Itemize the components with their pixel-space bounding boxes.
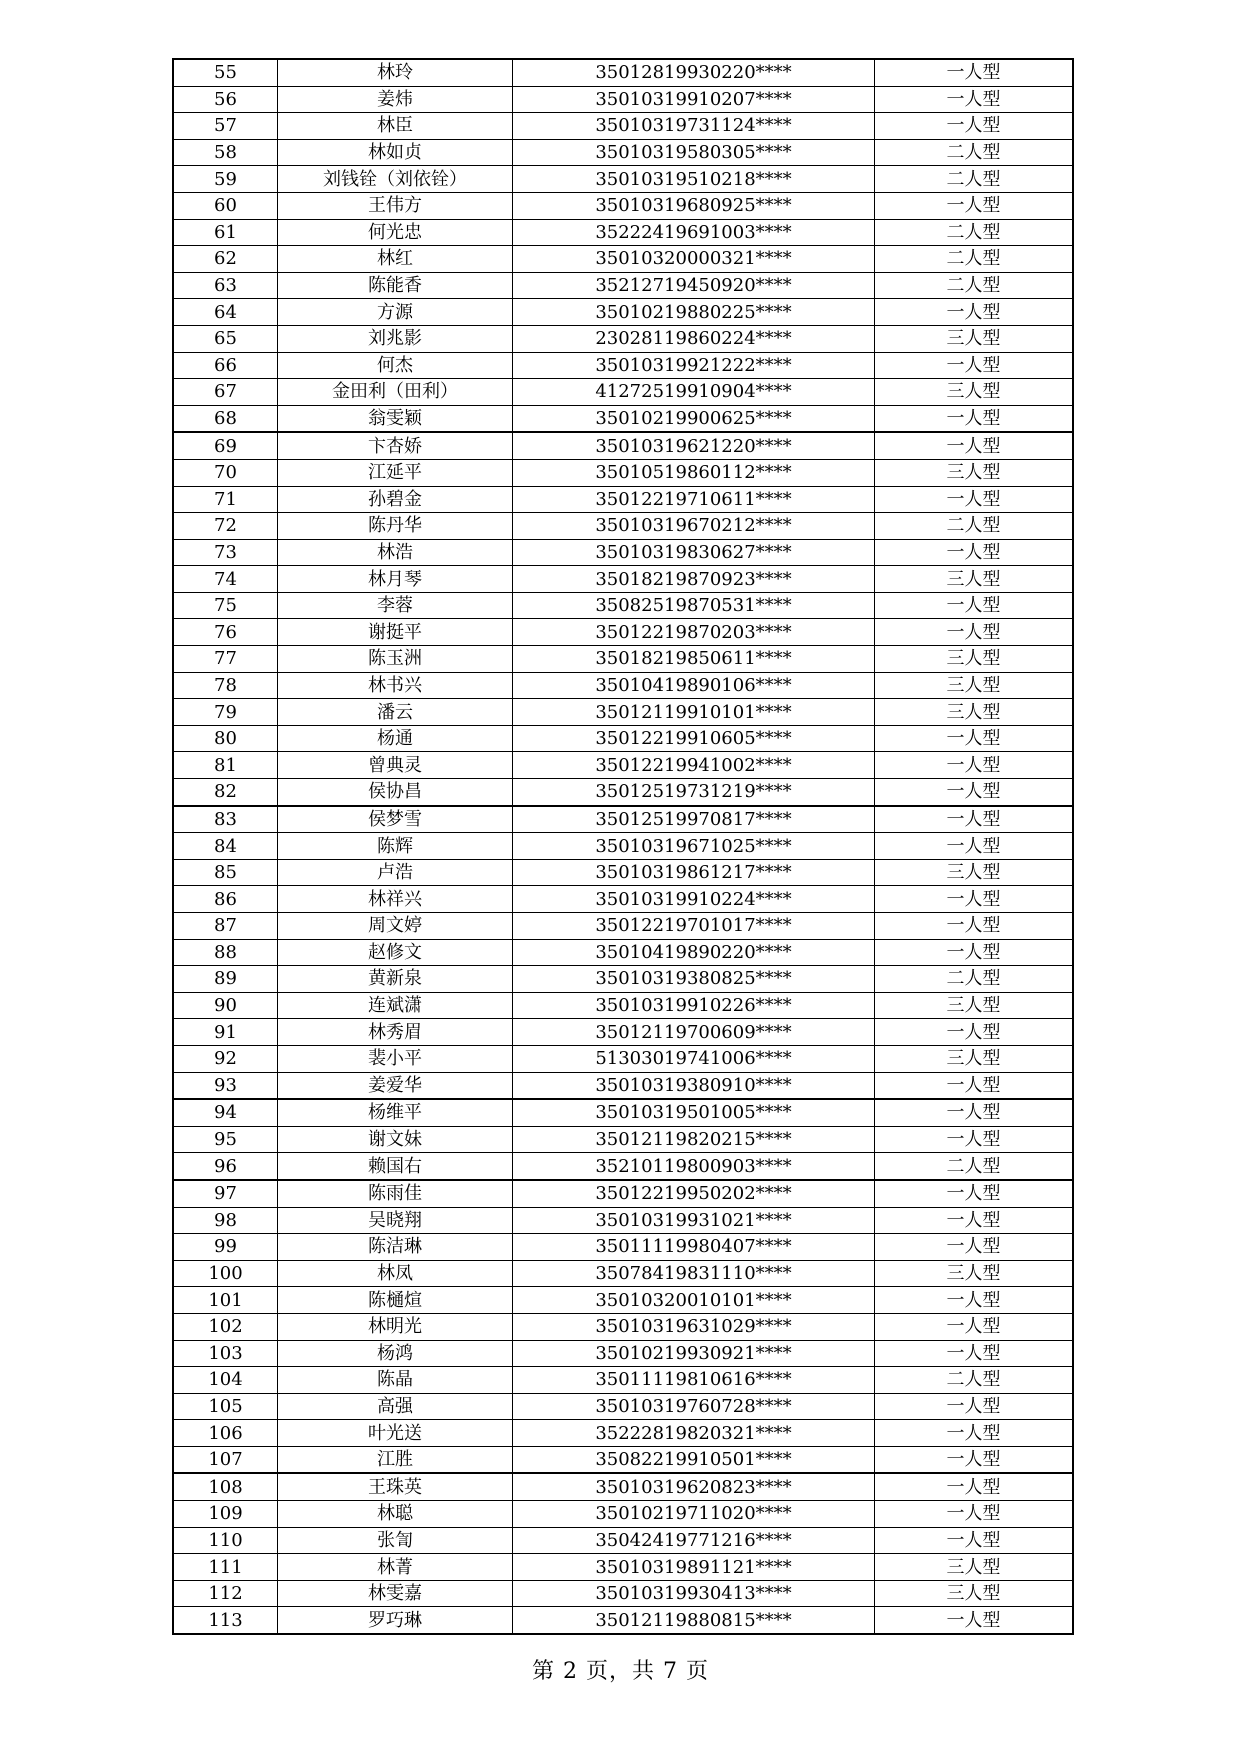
name-cell: 连斌潇 <box>278 992 513 1019</box>
id-number-cell: 35010319921222**** <box>513 352 875 379</box>
id-number-cell: 35012219941002**** <box>513 752 875 779</box>
type-cell: 一人型 <box>875 486 1074 513</box>
table-row <box>173 806 1073 833</box>
id-number-cell: 35012519731219**** <box>513 779 875 806</box>
id-number-cell: 51303019741006**** <box>513 1045 875 1072</box>
type-cell: 二人型 <box>875 966 1074 993</box>
row-number-cell: 66 <box>173 352 278 379</box>
name-cell: 陈樋煊 <box>278 1287 513 1314</box>
row-number-cell: 70 <box>173 459 278 486</box>
table-row <box>173 219 1073 246</box>
type-cell: 一人型 <box>875 1234 1074 1261</box>
name-cell: 黄新泉 <box>278 966 513 993</box>
row-number-cell: 64 <box>173 299 278 326</box>
row-number-cell: 91 <box>173 1019 278 1046</box>
table-row <box>173 752 1073 779</box>
type-cell: 三人型 <box>875 325 1074 352</box>
id-number-cell: 35018219870923**** <box>513 566 875 593</box>
name-cell: 林如贞 <box>278 139 513 166</box>
row-number-cell: 94 <box>173 1099 278 1126</box>
type-cell: 三人型 <box>875 992 1074 1019</box>
type-cell: 二人型 <box>875 219 1074 246</box>
type-cell: 一人型 <box>875 1019 1074 1046</box>
name-cell: 潘云 <box>278 699 513 726</box>
table-body <box>173 59 1073 1634</box>
id-number-cell: 35012519970817**** <box>513 806 875 833</box>
row-number-cell: 75 <box>173 592 278 619</box>
name-cell: 裴小平 <box>278 1045 513 1072</box>
row-number-cell: 100 <box>173 1260 278 1287</box>
row-number-cell: 107 <box>173 1446 278 1473</box>
id-number-cell: 35010319891121**** <box>513 1554 875 1581</box>
id-number-cell: 35010319861217**** <box>513 859 875 886</box>
name-cell: 江延平 <box>278 459 513 486</box>
type-cell: 一人型 <box>875 1446 1074 1473</box>
type-cell: 二人型 <box>875 1153 1074 1180</box>
id-number-cell: 35010319620823**** <box>513 1473 875 1500</box>
table-row <box>173 405 1073 432</box>
type-cell: 一人型 <box>875 913 1074 940</box>
name-cell: 杨鸿 <box>278 1340 513 1367</box>
id-number-cell: 35010319621220**** <box>513 432 875 459</box>
type-cell: 一人型 <box>875 1207 1074 1234</box>
row-number-cell: 113 <box>173 1607 278 1634</box>
table-row <box>173 966 1073 993</box>
row-number-cell: 83 <box>173 806 278 833</box>
name-cell: 卢浩 <box>278 859 513 886</box>
name-cell: 何光忠 <box>278 219 513 246</box>
type-cell: 一人型 <box>875 299 1074 326</box>
table-row <box>173 59 1073 86</box>
row-number-cell: 86 <box>173 886 278 913</box>
name-cell: 方源 <box>278 299 513 326</box>
type-cell: 一人型 <box>875 1501 1074 1528</box>
table-row <box>173 886 1073 913</box>
id-number-cell: 35010319731124**** <box>513 113 875 140</box>
name-cell: 杨通 <box>278 725 513 752</box>
type-cell: 一人型 <box>875 1420 1074 1447</box>
id-number-cell: 35010319910207**** <box>513 86 875 113</box>
row-number-cell: 98 <box>173 1207 278 1234</box>
name-cell: 姜炜 <box>278 86 513 113</box>
name-cell: 林明光 <box>278 1313 513 1340</box>
row-number-cell: 59 <box>173 166 278 193</box>
id-number-cell: 35010319580305**** <box>513 139 875 166</box>
type-cell: 三人型 <box>875 1554 1074 1581</box>
id-number-cell: 35210119800903**** <box>513 1153 875 1180</box>
table-row <box>173 1313 1073 1340</box>
table-row <box>173 779 1073 806</box>
type-cell: 一人型 <box>875 432 1074 459</box>
id-number-cell: 35010219880225**** <box>513 299 875 326</box>
row-number-cell: 55 <box>173 59 278 86</box>
name-cell: 卞杏娇 <box>278 432 513 459</box>
id-number-cell: 35222419691003**** <box>513 219 875 246</box>
type-cell: 一人型 <box>875 1099 1074 1126</box>
table-row <box>173 459 1073 486</box>
id-number-cell: 35010319380825**** <box>513 966 875 993</box>
id-number-cell: 35012119820215**** <box>513 1126 875 1153</box>
name-cell: 王伟方 <box>278 192 513 219</box>
table-row <box>173 246 1073 273</box>
table-row <box>173 486 1073 513</box>
row-number-cell: 110 <box>173 1527 278 1554</box>
type-cell: 三人型 <box>875 699 1074 726</box>
id-number-cell: 35010319760728**** <box>513 1393 875 1420</box>
id-number-cell: 35212719450920**** <box>513 272 875 299</box>
row-number-cell: 111 <box>173 1554 278 1581</box>
table-row <box>173 139 1073 166</box>
table-row <box>173 1473 1073 1500</box>
type-cell: 三人型 <box>875 672 1074 699</box>
id-number-cell: 35010319671025**** <box>513 833 875 860</box>
id-number-cell: 35010319931021**** <box>513 1207 875 1234</box>
table-row <box>173 1234 1073 1261</box>
type-cell: 一人型 <box>875 1340 1074 1367</box>
name-cell: 吴晓翔 <box>278 1207 513 1234</box>
name-cell: 陈洁琳 <box>278 1234 513 1261</box>
row-number-cell: 101 <box>173 1287 278 1314</box>
row-number-cell: 106 <box>173 1420 278 1447</box>
table-row <box>173 86 1073 113</box>
table-row <box>173 1446 1073 1473</box>
id-number-cell: 35010519860112**** <box>513 459 875 486</box>
type-cell: 一人型 <box>875 1180 1074 1207</box>
id-number-cell: 35012219910605**** <box>513 725 875 752</box>
row-number-cell: 56 <box>173 86 278 113</box>
table-row <box>173 1287 1073 1314</box>
table-row <box>173 619 1073 646</box>
id-number-cell: 35010320000321**** <box>513 246 875 273</box>
table-row <box>173 379 1073 406</box>
table-row <box>173 1260 1073 1287</box>
name-cell: 何杰 <box>278 352 513 379</box>
type-cell: 一人型 <box>875 939 1074 966</box>
id-number-cell: 35082519870531**** <box>513 592 875 619</box>
page-footer: 第 2 页，共 7 页 <box>532 1659 709 1684</box>
table-row <box>173 1153 1073 1180</box>
row-number-cell: 73 <box>173 539 278 566</box>
row-number-cell: 99 <box>173 1234 278 1261</box>
id-number-cell: 35010319910226**** <box>513 992 875 1019</box>
type-cell: 二人型 <box>875 246 1074 273</box>
row-number-cell: 109 <box>173 1501 278 1528</box>
type-cell: 一人型 <box>875 833 1074 860</box>
type-cell: 二人型 <box>875 1367 1074 1394</box>
id-number-cell: 35011119810616**** <box>513 1367 875 1394</box>
type-cell: 一人型 <box>875 779 1074 806</box>
type-cell: 三人型 <box>875 1580 1074 1607</box>
type-cell: 一人型 <box>875 405 1074 432</box>
table-row <box>173 1527 1073 1554</box>
row-number-cell: 82 <box>173 779 278 806</box>
type-cell: 一人型 <box>875 86 1074 113</box>
table-row <box>173 352 1073 379</box>
row-number-cell: 112 <box>173 1580 278 1607</box>
table-row <box>173 913 1073 940</box>
row-number-cell: 63 <box>173 272 278 299</box>
type-cell: 一人型 <box>875 806 1074 833</box>
id-number-cell: 35078419831110**** <box>513 1260 875 1287</box>
id-number-cell: 35222819820321**** <box>513 1420 875 1447</box>
row-number-cell: 74 <box>173 566 278 593</box>
table-row <box>173 939 1073 966</box>
name-cell: 赖国右 <box>278 1153 513 1180</box>
name-cell: 陈玉洲 <box>278 646 513 673</box>
data-table <box>172 58 1074 1635</box>
name-cell: 陈丹华 <box>278 513 513 540</box>
row-number-cell: 76 <box>173 619 278 646</box>
type-cell: 一人型 <box>875 113 1074 140</box>
id-number-cell: 35012219701017**** <box>513 913 875 940</box>
name-cell: 陈能香 <box>278 272 513 299</box>
row-number-cell: 80 <box>173 725 278 752</box>
row-number-cell: 77 <box>173 646 278 673</box>
row-number-cell: 104 <box>173 1367 278 1394</box>
type-cell: 一人型 <box>875 1473 1074 1500</box>
id-number-cell: 35010319830627**** <box>513 539 875 566</box>
table-row <box>173 1393 1073 1420</box>
table-row <box>173 1180 1073 1207</box>
name-cell: 金田利（田利） <box>278 379 513 406</box>
row-number-cell: 68 <box>173 405 278 432</box>
table-row <box>173 513 1073 540</box>
type-cell: 三人型 <box>875 1260 1074 1287</box>
row-number-cell: 88 <box>173 939 278 966</box>
name-cell: 叶光送 <box>278 1420 513 1447</box>
type-cell: 二人型 <box>875 166 1074 193</box>
name-cell: 林玲 <box>278 59 513 86</box>
table-row <box>173 1501 1073 1528</box>
table-row <box>173 1367 1073 1394</box>
type-cell: 一人型 <box>875 59 1074 86</box>
type-cell: 一人型 <box>875 725 1074 752</box>
name-cell: 林红 <box>278 246 513 273</box>
id-number-cell: 35012819930220**** <box>513 59 875 86</box>
row-number-cell: 58 <box>173 139 278 166</box>
name-cell: 林臣 <box>278 113 513 140</box>
row-number-cell: 60 <box>173 192 278 219</box>
row-number-cell: 71 <box>173 486 278 513</box>
name-cell: 陈晶 <box>278 1367 513 1394</box>
type-cell: 二人型 <box>875 139 1074 166</box>
table-row <box>173 699 1073 726</box>
name-cell: 王珠英 <box>278 1473 513 1500</box>
id-number-cell: 35010219900625**** <box>513 405 875 432</box>
table-row <box>173 299 1073 326</box>
row-number-cell: 97 <box>173 1180 278 1207</box>
id-number-cell: 35012219950202**** <box>513 1180 875 1207</box>
table-row <box>173 725 1073 752</box>
id-number-cell: 35010319380910**** <box>513 1072 875 1099</box>
row-number-cell: 96 <box>173 1153 278 1180</box>
type-cell: 一人型 <box>875 619 1074 646</box>
row-number-cell: 90 <box>173 992 278 1019</box>
id-number-cell: 35010319670212**** <box>513 513 875 540</box>
row-number-cell: 102 <box>173 1313 278 1340</box>
table-row <box>173 1019 1073 1046</box>
table-row <box>173 1340 1073 1367</box>
type-cell: 一人型 <box>875 1527 1074 1554</box>
table-row <box>173 272 1073 299</box>
row-number-cell: 65 <box>173 325 278 352</box>
id-number-cell: 35010319930413**** <box>513 1580 875 1607</box>
table-row <box>173 859 1073 886</box>
name-cell: 林聪 <box>278 1501 513 1528</box>
row-number-cell: 95 <box>173 1126 278 1153</box>
name-cell: 杨维平 <box>278 1099 513 1126</box>
table-row <box>173 992 1073 1019</box>
table-row <box>173 325 1073 352</box>
name-cell: 林浩 <box>278 539 513 566</box>
id-number-cell: 35012119880815**** <box>513 1607 875 1634</box>
id-number-cell: 35010419890106**** <box>513 672 875 699</box>
name-cell: 江胜 <box>278 1446 513 1473</box>
id-number-cell: 35010319631029**** <box>513 1313 875 1340</box>
id-number-cell: 35010219930921**** <box>513 1340 875 1367</box>
type-cell: 三人型 <box>875 859 1074 886</box>
name-cell: 陈雨佳 <box>278 1180 513 1207</box>
type-cell: 一人型 <box>875 1072 1074 1099</box>
name-cell: 林书兴 <box>278 672 513 699</box>
row-number-cell: 103 <box>173 1340 278 1367</box>
table-row <box>173 1099 1073 1126</box>
id-number-cell: 35010219711020**** <box>513 1501 875 1528</box>
name-cell: 刘兆影 <box>278 325 513 352</box>
id-number-cell: 35011119980407**** <box>513 1234 875 1261</box>
id-number-cell: 35082219910501**** <box>513 1446 875 1473</box>
type-cell: 三人型 <box>875 566 1074 593</box>
table-row <box>173 192 1073 219</box>
name-cell: 姜爱华 <box>278 1072 513 1099</box>
table-row <box>173 592 1073 619</box>
row-number-cell: 78 <box>173 672 278 699</box>
name-cell: 高强 <box>278 1393 513 1420</box>
name-cell: 刘钱铨（刘依铨） <box>278 166 513 193</box>
table-row <box>173 1045 1073 1072</box>
type-cell: 一人型 <box>875 1393 1074 1420</box>
name-cell: 林秀眉 <box>278 1019 513 1046</box>
name-cell: 李蓉 <box>278 592 513 619</box>
table-row <box>173 1607 1073 1634</box>
table-row <box>173 672 1073 699</box>
row-number-cell: 62 <box>173 246 278 273</box>
row-number-cell: 57 <box>173 113 278 140</box>
table-row <box>173 1126 1073 1153</box>
type-cell: 二人型 <box>875 513 1074 540</box>
type-cell: 三人型 <box>875 379 1074 406</box>
row-number-cell: 92 <box>173 1045 278 1072</box>
table-row <box>173 166 1073 193</box>
name-cell: 侯协昌 <box>278 779 513 806</box>
type-cell: 一人型 <box>875 352 1074 379</box>
name-cell: 谢文妹 <box>278 1126 513 1153</box>
id-number-cell: 35012119910101**** <box>513 699 875 726</box>
row-number-cell: 87 <box>173 913 278 940</box>
table-row <box>173 1420 1073 1447</box>
table-row <box>173 1580 1073 1607</box>
type-cell: 三人型 <box>875 1045 1074 1072</box>
type-cell: 一人型 <box>875 192 1074 219</box>
table-row <box>173 1072 1073 1099</box>
row-number-cell: 89 <box>173 966 278 993</box>
id-number-cell: 35010320010101**** <box>513 1287 875 1314</box>
type-cell: 一人型 <box>875 592 1074 619</box>
type-cell: 二人型 <box>875 272 1074 299</box>
name-cell: 林祥兴 <box>278 886 513 913</box>
type-cell: 一人型 <box>875 539 1074 566</box>
id-number-cell: 35010319910224**** <box>513 886 875 913</box>
name-cell: 孙碧金 <box>278 486 513 513</box>
name-cell: 张訇 <box>278 1527 513 1554</box>
row-number-cell: 93 <box>173 1072 278 1099</box>
row-number-cell: 85 <box>173 859 278 886</box>
id-number-cell: 35012219710611**** <box>513 486 875 513</box>
id-number-cell: 35010419890220**** <box>513 939 875 966</box>
id-number-cell: 35018219850611**** <box>513 646 875 673</box>
row-number-cell: 81 <box>173 752 278 779</box>
name-cell: 赵修文 <box>278 939 513 966</box>
row-number-cell: 72 <box>173 513 278 540</box>
name-cell: 林雯嘉 <box>278 1580 513 1607</box>
row-number-cell: 105 <box>173 1393 278 1420</box>
name-cell: 谢挺平 <box>278 619 513 646</box>
name-cell: 林月琴 <box>278 566 513 593</box>
name-cell: 周文婷 <box>278 913 513 940</box>
type-cell: 三人型 <box>875 459 1074 486</box>
id-number-cell: 35012219870203**** <box>513 619 875 646</box>
id-number-cell: 35010319680925**** <box>513 192 875 219</box>
id-number-cell: 23028119860224**** <box>513 325 875 352</box>
table-row <box>173 1554 1073 1581</box>
table-row <box>173 1207 1073 1234</box>
id-number-cell: 41272519910904**** <box>513 379 875 406</box>
row-number-cell: 67 <box>173 379 278 406</box>
table-row <box>173 539 1073 566</box>
table-row <box>173 113 1073 140</box>
table-row <box>173 566 1073 593</box>
id-number-cell: 35042419771216**** <box>513 1527 875 1554</box>
name-cell: 林凤 <box>278 1260 513 1287</box>
id-number-cell: 35010319510218**** <box>513 166 875 193</box>
name-cell: 翁雯颖 <box>278 405 513 432</box>
type-cell: 三人型 <box>875 646 1074 673</box>
row-number-cell: 108 <box>173 1473 278 1500</box>
id-number-cell: 35012119700609**** <box>513 1019 875 1046</box>
table-row <box>173 646 1073 673</box>
table-row <box>173 432 1073 459</box>
row-number-cell: 69 <box>173 432 278 459</box>
id-number-cell: 35010319501005**** <box>513 1099 875 1126</box>
name-cell: 陈辉 <box>278 833 513 860</box>
type-cell: 一人型 <box>875 1287 1074 1314</box>
name-cell: 罗巧琳 <box>278 1607 513 1634</box>
row-number-cell: 79 <box>173 699 278 726</box>
row-number-cell: 61 <box>173 219 278 246</box>
row-number-cell: 84 <box>173 833 278 860</box>
type-cell: 一人型 <box>875 1313 1074 1340</box>
table-row <box>173 833 1073 860</box>
type-cell: 一人型 <box>875 752 1074 779</box>
name-cell: 侯梦雪 <box>278 806 513 833</box>
type-cell: 一人型 <box>875 1607 1074 1634</box>
type-cell: 一人型 <box>875 1126 1074 1153</box>
name-cell: 林菁 <box>278 1554 513 1581</box>
type-cell: 一人型 <box>875 886 1074 913</box>
name-cell: 曾典灵 <box>278 752 513 779</box>
